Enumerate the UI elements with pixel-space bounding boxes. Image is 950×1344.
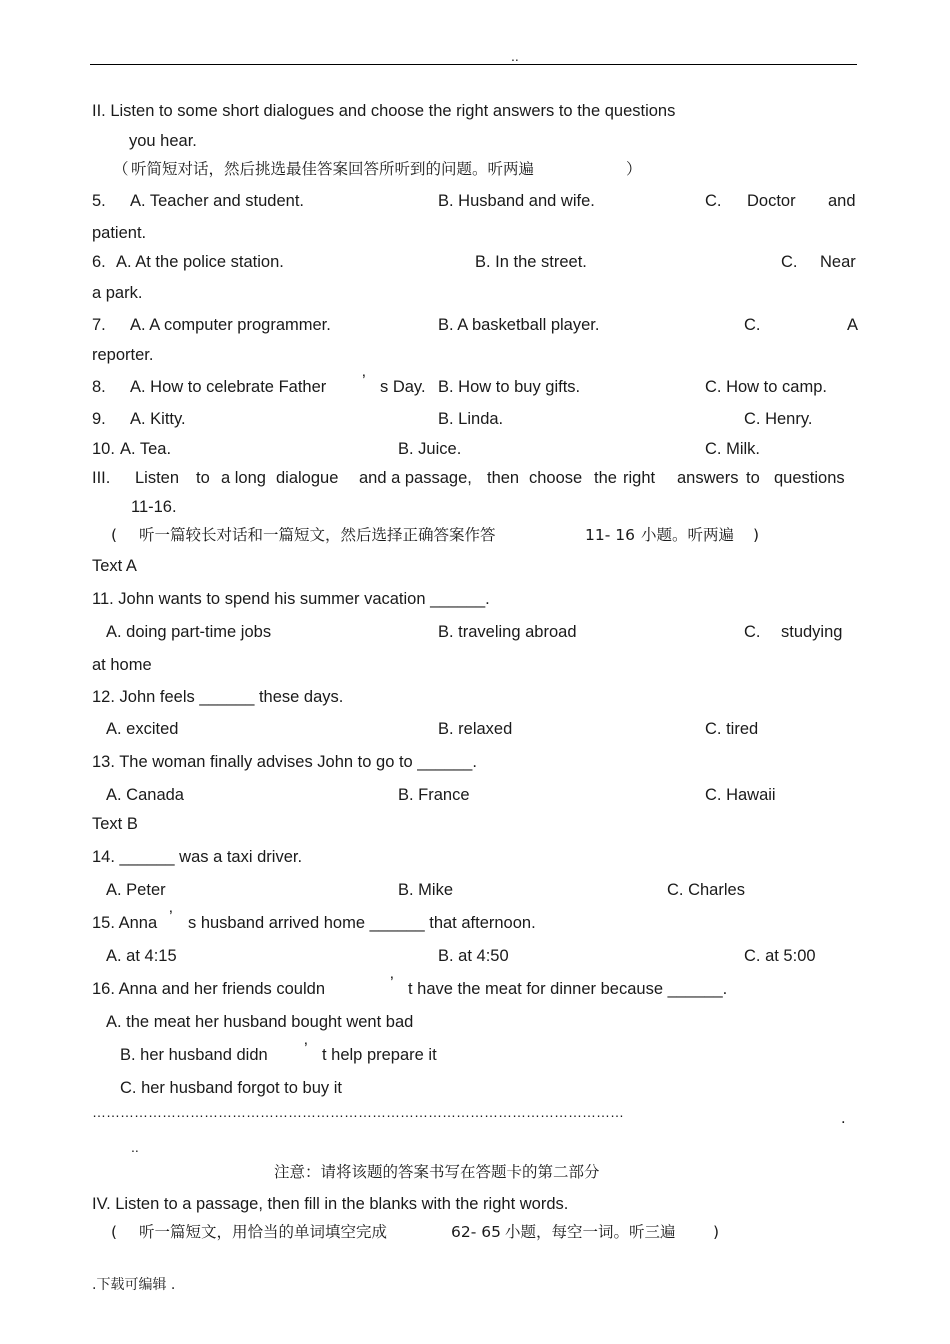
q6-option-c-word: Near bbox=[820, 253, 856, 271]
q5-option-a: A. Teacher and student. bbox=[130, 192, 304, 210]
text-b-heading: Text B bbox=[92, 815, 138, 833]
q11-option-c-word: studying bbox=[781, 623, 843, 641]
q13-option-a: A. Canada bbox=[106, 786, 184, 804]
q9-number: 9. bbox=[92, 410, 106, 428]
section3-word-11: answers bbox=[677, 469, 739, 487]
q14-stem: 14. ______ was a taxi driver. bbox=[92, 848, 303, 866]
header-mark: .. bbox=[511, 48, 519, 64]
section3-word-5: dialogue bbox=[276, 469, 339, 487]
section2-title: II. Listen to some short dialogues and choose the right answers to the questions bbox=[92, 102, 676, 120]
q5-option-b: B. Husband and wife. bbox=[438, 192, 595, 210]
q8-number: 8. bbox=[92, 378, 106, 396]
q6-option-a: A. At the police station. bbox=[116, 253, 284, 271]
section3-word-9: the bbox=[594, 469, 617, 487]
section3-word-12: to bbox=[746, 469, 760, 487]
section3-word-3: to bbox=[196, 469, 210, 487]
section4-cn-range: 62- 65 bbox=[451, 1223, 501, 1241]
q16-stem-part1: 16. Anna and her friends couldn bbox=[92, 980, 326, 998]
q6-option-c-label: C. bbox=[781, 253, 798, 271]
q16-option-b-part1: B. her husband didn bbox=[120, 1046, 268, 1064]
divider-cont-mark: .. bbox=[131, 1139, 139, 1155]
q13-stem: 13. The woman finally advises John to go to ______. bbox=[92, 753, 477, 771]
q6-number: 6. bbox=[92, 253, 106, 271]
q5-option-c-label: C. bbox=[705, 192, 722, 210]
section3-cn-range: 11- 16 bbox=[585, 526, 635, 544]
q5-option-c-word1: Doctor bbox=[747, 192, 796, 210]
q8-apostrophe: ’ bbox=[362, 372, 366, 390]
section2-title-cont: you hear. bbox=[129, 132, 197, 150]
q12-stem: 12. John feels ______ these days. bbox=[92, 688, 344, 706]
section3-word-4: a long bbox=[221, 469, 266, 487]
section4-title: IV. Listen to a passage, then fill in the blanks with the right words. bbox=[92, 1195, 569, 1213]
q15-option-b: B. at 4:50 bbox=[438, 947, 509, 965]
q14-option-c: C. Charles bbox=[667, 881, 745, 899]
section3-word-8: choose bbox=[529, 469, 583, 487]
q8-option-c: C. How to camp. bbox=[705, 378, 827, 396]
q11-option-a: A. doing part-time jobs bbox=[106, 623, 272, 641]
q12-option-c: C. tired bbox=[705, 720, 759, 738]
section4-cn-close: ) bbox=[713, 1223, 720, 1241]
section3-word-1: III. bbox=[92, 469, 111, 487]
q13-option-c: C. Hawaii bbox=[705, 786, 776, 804]
q5-option-c-cont: patient. bbox=[92, 224, 147, 242]
q16-option-b-part2: t help prepare it bbox=[322, 1046, 437, 1064]
q16-option-c: C. her husband forgot to buy it bbox=[120, 1079, 342, 1097]
q7-option-c-word: A bbox=[847, 316, 859, 334]
section4-cn-instruction: 听一篇短文，用恰当的单词填空完成 bbox=[139, 1223, 388, 1241]
q8-option-b: B. How to buy gifts. bbox=[438, 378, 581, 396]
q10-option-b: B. Juice. bbox=[398, 440, 462, 458]
section3-word-6: and a passage, bbox=[359, 469, 472, 487]
q15-apostrophe: ’ bbox=[169, 908, 173, 926]
q8-option-a-part1: A. How to celebrate Father bbox=[130, 378, 327, 396]
answer-sheet-note: 注意：请将该题的答案书写在答题卡的第二部分 bbox=[274, 1163, 600, 1181]
q15-stem-part2: s husband arrived home ______ that afternoon. bbox=[188, 914, 536, 932]
q8-option-a-part2: s Day. bbox=[380, 378, 426, 396]
section3-word-2: Listen bbox=[135, 469, 180, 487]
q10-number: 10. bbox=[92, 440, 115, 458]
q14-option-a: A. Peter bbox=[106, 881, 166, 899]
section3-title-cont: 11-16. bbox=[131, 498, 177, 516]
q7-option-b: B. A basketball player. bbox=[438, 316, 600, 334]
divider-end-mark: . bbox=[841, 1109, 846, 1127]
q16-stem-part2: t have the meat for dinner because ______. bbox=[408, 980, 728, 998]
q7-number: 7. bbox=[92, 316, 106, 334]
page-footer: .下载可编辑 . bbox=[92, 1277, 176, 1293]
q9-option-a: A. Kitty. bbox=[130, 410, 186, 428]
q6-option-c-cont: a park. bbox=[92, 284, 143, 302]
q15-option-a: A. at 4:15 bbox=[106, 947, 177, 965]
q12-option-b: B. relaxed bbox=[438, 720, 513, 738]
q7-option-c-label: C. bbox=[744, 316, 761, 334]
q13-option-b: B. France bbox=[398, 786, 470, 804]
section2-cn-open: （ bbox=[113, 160, 129, 178]
q9-option-c: C. Henry. bbox=[744, 410, 813, 428]
q16-option-a: A. the meat her husband bought went bad bbox=[106, 1013, 414, 1031]
q11-option-b: B. traveling abroad bbox=[438, 623, 577, 641]
q7-option-a: A. A computer programmer. bbox=[130, 316, 331, 334]
q16-apostrophe: ’ bbox=[390, 974, 394, 992]
section4-cn-open: ( bbox=[111, 1223, 118, 1241]
q9-option-b: B. Linda. bbox=[438, 410, 504, 428]
q11-stem: 11. John wants to spend his summer vacation ______. bbox=[92, 590, 490, 608]
q11-option-c-label: C. bbox=[744, 623, 761, 641]
text-a-heading: Text A bbox=[92, 557, 137, 575]
section3-cn-open: ( bbox=[111, 526, 118, 544]
q10-option-c: C. Milk. bbox=[705, 440, 760, 458]
q11-option-c-cont: at home bbox=[92, 656, 152, 674]
section3-word-10: right bbox=[623, 469, 656, 487]
q5-option-c-word2: and bbox=[828, 192, 856, 210]
section3-cn-tail: 小题。听两遍 bbox=[641, 526, 735, 544]
section2-cn-close: ） bbox=[626, 160, 642, 178]
section3-cn-instruction: 听一篇较长对话和一篇短文，然后选择正确答案作答 bbox=[139, 526, 496, 544]
section3-word-7: then bbox=[487, 469, 520, 487]
q5-number: 5. bbox=[92, 192, 106, 210]
q15-stem-part1: 15. Anna bbox=[92, 914, 158, 932]
section3-word-13: questions bbox=[774, 469, 845, 487]
q16-option-b-apostrophe: ’ bbox=[304, 1040, 308, 1058]
q15-option-c: C. at 5:00 bbox=[744, 947, 816, 965]
section4-cn-tail: 小题，每空一词。听三遍 bbox=[505, 1223, 676, 1241]
q12-option-a: A. excited bbox=[106, 720, 179, 738]
q6-option-b: B. In the street. bbox=[475, 253, 587, 271]
header-rule bbox=[90, 64, 857, 65]
q10-option-a: A. Tea. bbox=[120, 440, 172, 458]
dotted-divider: …………………………………………………………………………………………………… bbox=[92, 1105, 624, 1119]
q7-option-c-cont: reporter. bbox=[92, 346, 154, 364]
q14-option-b: B. Mike bbox=[398, 881, 454, 899]
section3-cn-close: ) bbox=[753, 526, 760, 544]
section2-cn-instruction: 听简短对话，然后挑选最佳答案回答所听到的问题。听两遍 bbox=[131, 160, 535, 178]
